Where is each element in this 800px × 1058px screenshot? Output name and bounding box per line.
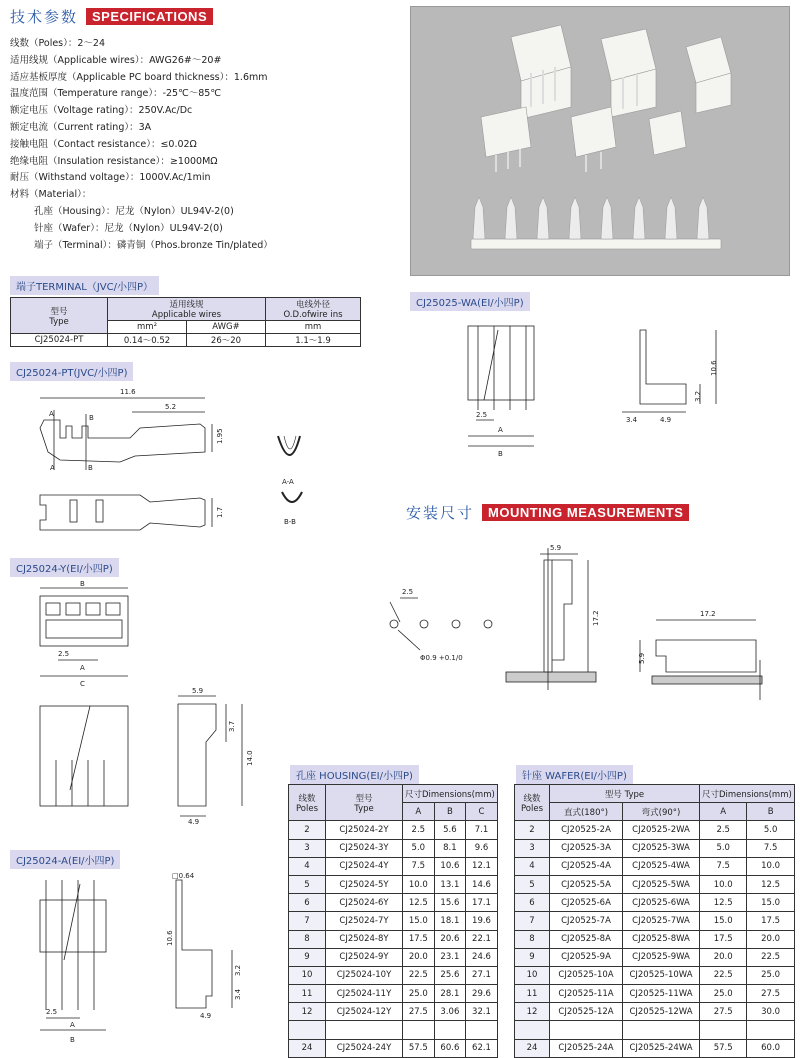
wafer-h-a: A — [700, 803, 747, 821]
table-cell: 11 — [515, 985, 550, 1003]
dim-y-c: C — [80, 680, 85, 688]
table-cell: CJ20525-7WA — [623, 912, 700, 930]
table-cell: 25.0 — [700, 985, 747, 1003]
dim-m-172: 17.2 — [592, 610, 600, 626]
table-cell: 3.06 — [434, 1003, 466, 1021]
table-cell: 60.0 — [747, 1039, 794, 1057]
table-row — [515, 821, 795, 839]
table-cell: 27.5 — [700, 1003, 747, 1021]
table-cell: 24 — [289, 1039, 326, 1057]
table-cell: 15.0 — [747, 894, 794, 912]
table-cell: CJ20525-5A — [550, 875, 623, 893]
table-cell: 12.5 — [700, 894, 747, 912]
table-cell: 6 — [289, 894, 326, 912]
table-cell: 20.0 — [747, 930, 794, 948]
dim-a-106: 10.6 — [166, 930, 174, 946]
dim-y-a: A — [80, 664, 85, 672]
wa-section-title: CJ25025-WA(EI/小四P) — [410, 292, 530, 311]
table-cell: 9 — [289, 948, 326, 966]
table-cell — [326, 1021, 403, 1039]
table-cell: 17.5 — [403, 930, 435, 948]
table-cell: 7 — [289, 912, 326, 930]
table-cell: 5 — [515, 875, 550, 893]
housing-table — [288, 784, 498, 1058]
table-cell: 2 — [515, 821, 550, 839]
terminal-col-type: 型号 Type — [11, 298, 108, 334]
table-cell: CJ20525-4A — [550, 857, 623, 875]
mounting-title-cn: 安装尺寸 — [406, 504, 475, 522]
table-cell: 29.6 — [466, 985, 498, 1003]
table-cell: CJ25024-8Y — [326, 930, 403, 948]
mounting-drawing — [390, 548, 762, 700]
dim-pt-195: 1.95 — [216, 428, 224, 444]
dim-wa-b: B — [498, 450, 503, 458]
table-cell: 23.1 — [434, 948, 466, 966]
table-cell: CJ20525-24WA — [623, 1039, 700, 1057]
table-cell: 17.5 — [700, 930, 747, 948]
table-row — [289, 857, 498, 875]
sec-a-top: A — [49, 410, 54, 418]
spec-row: 线数（Poles）：2～24 — [10, 38, 106, 49]
table-cell: CJ25024-12Y — [326, 1003, 403, 1021]
terminal-section-title: 端子TERMINAL（JVC/小四P） — [10, 276, 159, 295]
housing-h-poles: 线数 Poles — [289, 785, 326, 821]
table-cell: 20.0 — [403, 948, 435, 966]
table-cell: CJ20525-6A — [550, 894, 623, 912]
table-cell: 5.0 — [403, 839, 435, 857]
sec-b-bot: B — [88, 464, 93, 472]
dim-y-37: 3.7 — [228, 720, 236, 732]
table-cell: 2 — [289, 821, 326, 839]
table-cell: 15.0 — [403, 912, 435, 930]
table-cell: 7 — [515, 912, 550, 930]
table-cell: 32.1 — [466, 1003, 498, 1021]
dim-y-b: B — [80, 580, 85, 588]
spec-row: 绝缘电阻（Insulation resistance）：≥1000MΩ — [10, 155, 218, 167]
table-cell: 30.0 — [747, 1003, 794, 1021]
table-cell: 20.0 — [700, 948, 747, 966]
table-cell: 5.0 — [747, 821, 794, 839]
table-row — [515, 857, 795, 875]
wafer-h-straight: 直式(180°) — [550, 803, 623, 821]
spec-row: 适用线规（Applicable wires）：AWG26#～20# — [10, 54, 222, 66]
table-cell: 60.6 — [434, 1039, 466, 1057]
dim-a-34: 3.4 — [234, 988, 242, 1000]
housing-h-a: A — [403, 803, 435, 821]
dim-wa-32: 3.2 — [694, 390, 702, 402]
dim-a-25: 2.5 — [46, 1008, 58, 1016]
table-cell: 9 — [515, 948, 550, 966]
table-cell: CJ25024-2Y — [326, 821, 403, 839]
terminal-cell-awg: 26～20 — [187, 334, 266, 347]
sec-b-top: B — [89, 414, 94, 422]
spec-row: 接触电阻（Contact resistance）：≤0.02Ω — [10, 138, 197, 150]
dim-a-064: □0.64 — [172, 872, 195, 880]
sec-a-bot: A — [50, 464, 55, 472]
table-cell: CJ25024-10Y — [326, 966, 403, 984]
table-cell: CJ20525-10WA — [623, 966, 700, 984]
dim-y-25: 2.5 — [58, 650, 70, 658]
spec-row: 耐压（Withstand voltage）：1000V.Ac/1min — [10, 172, 211, 184]
dim-a-b: B — [70, 1036, 75, 1044]
table-row — [515, 1021, 795, 1039]
table-cell: 25.0 — [747, 966, 794, 984]
table-cell: CJ20525-9WA — [623, 948, 700, 966]
table-cell: 24.6 — [466, 948, 498, 966]
material-row: 针座（Wafer）：尼龙（Nylon）UL94V-2(0) — [34, 222, 223, 234]
table-cell: CJ25024-9Y — [326, 948, 403, 966]
wafer-h-type: 型号 Type — [550, 785, 700, 803]
table-cell: CJ20525-9A — [550, 948, 623, 966]
table-cell: 7.5 — [700, 857, 747, 875]
table-cell: 7.1 — [466, 821, 498, 839]
terminal-cell-mm: 0.14～0.52 — [108, 334, 187, 347]
dim-m-59b: 5.9 — [638, 652, 646, 664]
table-cell: CJ20525-10A — [550, 966, 623, 984]
table-row — [289, 948, 498, 966]
a-wafer-drawing — [40, 880, 232, 1030]
housing-h-c: C — [466, 803, 498, 821]
table-cell: 5.6 — [434, 821, 466, 839]
table-cell: 17.1 — [466, 894, 498, 912]
table-cell: 12.1 — [466, 857, 498, 875]
table-cell: 22.5 — [747, 948, 794, 966]
material-row: 孔座（Housing）：尼龙（Nylon）UL94V-2(0) — [34, 205, 234, 217]
table-cell: 5.0 — [700, 839, 747, 857]
table-row — [289, 1039, 498, 1057]
housing-h-type: 型号 Type — [326, 785, 403, 821]
table-cell: 10.0 — [700, 875, 747, 893]
table-cell: 12.5 — [747, 875, 794, 893]
table-row — [289, 966, 498, 984]
table-cell: CJ20525-2A — [550, 821, 623, 839]
table-cell: 20.6 — [434, 930, 466, 948]
wafer-table — [514, 784, 795, 1058]
table-cell: 10.0 — [403, 875, 435, 893]
table-row — [289, 839, 498, 857]
table-row — [289, 821, 498, 839]
table-row — [289, 985, 498, 1003]
dim-pt-17: 1.7 — [216, 506, 224, 518]
label-aa: A-A — [282, 478, 294, 486]
table-cell: 19.6 — [466, 912, 498, 930]
pt-section-title: CJ25024-PT(JVC/小四P) — [10, 362, 133, 381]
table-cell: CJ20525-24A — [550, 1039, 623, 1057]
table-cell: 18.1 — [434, 912, 466, 930]
terminal-sub-awg: AWG# — [187, 321, 266, 334]
table-cell: 9.6 — [466, 839, 498, 857]
table-row — [515, 875, 795, 893]
table-cell — [515, 1021, 550, 1039]
table-cell: 4 — [515, 857, 550, 875]
mounting-title-en: MOUNTING MEASUREMENTS — [482, 504, 689, 521]
dim-a-32: 3.2 — [234, 964, 242, 976]
terminal-sub-mm: mm² — [108, 321, 187, 334]
wafer-h-angle: 弯式(90°) — [623, 803, 700, 821]
dim-wa-25: 2.5 — [476, 411, 488, 419]
table-cell: CJ20525-12A — [550, 1003, 623, 1021]
table-cell: 57.5 — [700, 1039, 747, 1057]
table-row — [289, 894, 498, 912]
housing-h-b: B — [434, 803, 466, 821]
table-cell: 15.0 — [700, 912, 747, 930]
table-cell: 25.0 — [403, 985, 435, 1003]
housing-section-title: 孔座 HOUSING(EI/小四P) — [290, 765, 419, 784]
spec-row: 材料（Material）： — [10, 189, 92, 201]
table-row — [515, 1039, 795, 1057]
a-section-title: CJ25024-A(EI/小四P) — [10, 850, 120, 869]
wa-drawing — [468, 326, 716, 446]
table-cell: CJ20525-8A — [550, 930, 623, 948]
table-cell: 5 — [289, 875, 326, 893]
table-row — [515, 894, 795, 912]
table-cell: 28.1 — [434, 985, 466, 1003]
dim-wa-106: 10.6 — [710, 360, 718, 376]
table-cell: 10 — [289, 966, 326, 984]
table-cell: 25.6 — [434, 966, 466, 984]
table-row — [515, 966, 795, 984]
dim-y-140: 14.0 — [246, 750, 254, 766]
table-cell — [623, 1021, 700, 1039]
table-cell — [434, 1021, 466, 1039]
table-cell: 7.5 — [747, 839, 794, 857]
label-bb: B-B — [284, 518, 296, 526]
table-cell: 2.5 — [700, 821, 747, 839]
dim-pt-len: 11.6 — [120, 388, 136, 396]
table-cell: 62.1 — [466, 1039, 498, 1057]
table-cell: 15.6 — [434, 894, 466, 912]
wafer-section-title: 针座 WAFER(EI/小四P) — [516, 765, 633, 784]
table-row — [289, 1003, 498, 1021]
y-section-title: CJ25024-Y(EI/小四P) — [10, 558, 119, 577]
table-cell: CJ25024-7Y — [326, 912, 403, 930]
table-cell: 10.6 — [434, 857, 466, 875]
table-cell: 7.5 — [403, 857, 435, 875]
table-cell: CJ20525-8WA — [623, 930, 700, 948]
table-cell: CJ20525-2WA — [623, 821, 700, 839]
table-cell: CJ20525-11A — [550, 985, 623, 1003]
table-cell: CJ25024-24Y — [326, 1039, 403, 1057]
table-row — [515, 930, 795, 948]
table-cell: 27.1 — [466, 966, 498, 984]
terminal-col-od: 电线外径 O.D.ofwire ins — [266, 298, 361, 321]
pt-terminal-drawing — [40, 398, 302, 530]
table-cell: 4 — [289, 857, 326, 875]
table-cell: 22.5 — [403, 966, 435, 984]
specs-title-en: SPECIFICATIONS — [86, 8, 213, 25]
table-cell: 3 — [289, 839, 326, 857]
table-cell: 22.5 — [700, 966, 747, 984]
dim-a-a: A — [70, 1021, 75, 1029]
housing-h-dims: 尺寸Dimensions(mm) — [403, 785, 498, 803]
table-cell: 17.5 — [747, 912, 794, 930]
table-cell: 14.6 — [466, 875, 498, 893]
table-cell: CJ25024-11Y — [326, 985, 403, 1003]
table-cell: 24 — [515, 1039, 550, 1057]
table-row — [289, 912, 498, 930]
table-cell: CJ20525-11WA — [623, 985, 700, 1003]
dim-y-49: 4.9 — [188, 818, 200, 826]
table-cell — [289, 1021, 326, 1039]
dim-wa-49: 4.9 — [660, 416, 672, 424]
terminal-col-wires: 适用线规 Applicable wires — [108, 298, 266, 321]
table-row — [515, 912, 795, 930]
spec-row: 额定电流（Current rating）：3A — [10, 121, 152, 133]
table-cell: 8 — [289, 930, 326, 948]
terminal-cell-od: 1.1～1.9 — [266, 334, 361, 347]
table-row — [515, 948, 795, 966]
table-cell: 3 — [515, 839, 550, 857]
table-cell: 8.1 — [434, 839, 466, 857]
spec-row: 温度范围（Temperature range）：-25℃～85℃ — [10, 88, 222, 100]
table-cell: 57.5 — [403, 1039, 435, 1057]
table-cell: CJ20525-3WA — [623, 839, 700, 857]
table-cell: CJ20525-5WA — [623, 875, 700, 893]
table-cell: 6 — [515, 894, 550, 912]
wafer-h-poles: 线数 Poles — [515, 785, 550, 821]
dim-wa-34: 3.4 — [626, 416, 638, 424]
table-cell: CJ25024-4Y — [326, 857, 403, 875]
table-row — [289, 1021, 498, 1039]
table-cell — [700, 1021, 747, 1039]
table-row — [515, 985, 795, 1003]
dim-m-25: 2.5 — [402, 588, 414, 596]
table-cell: 10 — [515, 966, 550, 984]
table-cell: CJ20525-4WA — [623, 857, 700, 875]
table-cell — [403, 1021, 435, 1039]
spec-row: 适应基板厚度（Applicable PC board thickness）：1.6mm — [10, 71, 268, 83]
table-cell: CJ25024-6Y — [326, 894, 403, 912]
table-cell: CJ25024-5Y — [326, 875, 403, 893]
terminal-cell-type: CJ25024-PT — [11, 334, 108, 347]
table-cell — [550, 1021, 623, 1039]
dim-a-49: 4.9 — [200, 1012, 212, 1020]
y-housing-drawing — [40, 588, 242, 816]
table-cell: 27.5 — [747, 985, 794, 1003]
table-cell — [747, 1021, 794, 1039]
dim-m-59: 5.9 — [550, 544, 562, 552]
terminal-sub-mm2: mm — [266, 321, 361, 334]
wafer-h-b: B — [747, 803, 794, 821]
table-cell: 2.5 — [403, 821, 435, 839]
table-cell: CJ25024-3Y — [326, 839, 403, 857]
specs-title-cn: 技术参数 — [10, 8, 79, 26]
table-cell: CJ20525-12WA — [623, 1003, 700, 1021]
table-cell: 8 — [515, 930, 550, 948]
table-cell: 11 — [289, 985, 326, 1003]
wafer-h-dims: 尺寸Dimensions(mm) — [700, 785, 795, 803]
table-cell: 13.1 — [434, 875, 466, 893]
dim-pt-52: 5.2 — [165, 403, 177, 411]
table-cell: 10.0 — [747, 857, 794, 875]
table-cell: CJ20525-3A — [550, 839, 623, 857]
table-row — [515, 839, 795, 857]
dim-m-hole: Φ0.9 +0.1/0 — [420, 654, 463, 662]
spec-row: 额定电压（Voltage rating）：250V.Ac/Dc — [10, 105, 193, 117]
table-cell: CJ20525-7A — [550, 912, 623, 930]
table-cell: 12 — [289, 1003, 326, 1021]
table-row — [289, 875, 498, 893]
table-cell — [466, 1021, 498, 1039]
table-cell: 27.5 — [403, 1003, 435, 1021]
table-row — [515, 1003, 795, 1021]
dim-wa-a: A — [498, 426, 503, 434]
table-row — [289, 930, 498, 948]
dim-m-172b: 17.2 — [700, 610, 716, 618]
material-row: 端子（Terminal）：磷青铜（Phos.bronze Tin/plated） — [34, 239, 273, 251]
table-cell: 22.1 — [466, 930, 498, 948]
table-cell: 12 — [515, 1003, 550, 1021]
table-cell: 12.5 — [403, 894, 435, 912]
dim-y-59: 5.9 — [192, 687, 204, 695]
table-cell: CJ20525-6WA — [623, 894, 700, 912]
